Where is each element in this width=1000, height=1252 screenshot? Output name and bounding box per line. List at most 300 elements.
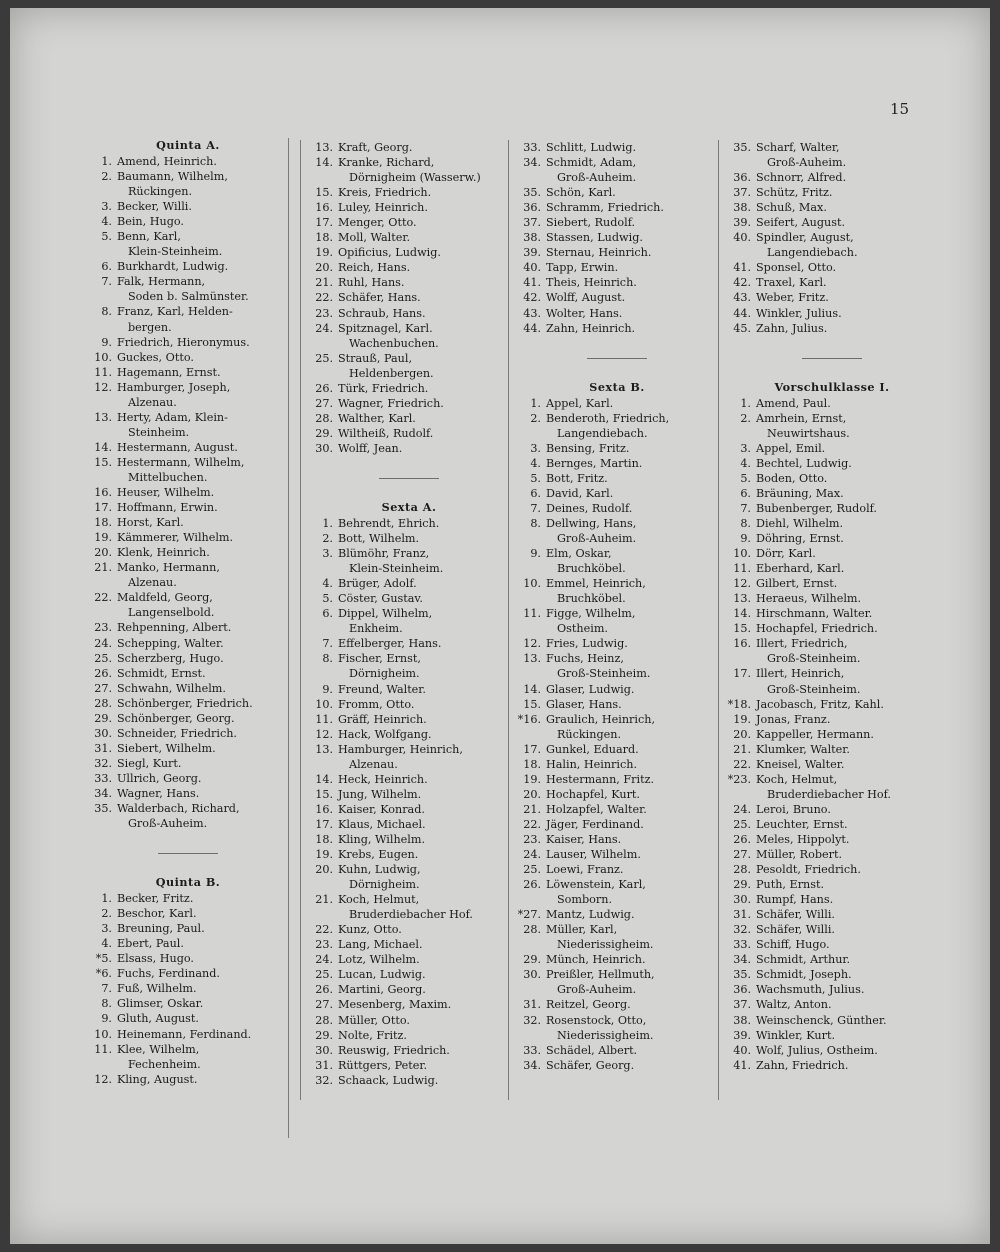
student-name: Kraft, Georg. bbox=[338, 141, 413, 154]
column-4 bbox=[718, 140, 937, 1100]
student-name: Kreis, Friedrich. bbox=[338, 186, 432, 200]
student-entry bbox=[309, 847, 509, 862]
student-entry bbox=[309, 997, 509, 1012]
entry-number: 2. bbox=[101, 907, 112, 921]
student-name: Benderoth, Friedrich, bbox=[546, 411, 670, 425]
column-2 bbox=[300, 140, 509, 1100]
entry-number: 4. bbox=[740, 456, 751, 470]
entry-number: 9. bbox=[530, 547, 541, 561]
student-name: Gräff, Heinrich. bbox=[338, 712, 427, 726]
student-name: Winkler, Kurt. bbox=[756, 1028, 836, 1042]
student-entry bbox=[517, 260, 717, 275]
student-entry bbox=[727, 832, 937, 847]
student-entry bbox=[517, 185, 717, 200]
student-entry bbox=[727, 817, 937, 832]
student-name: Tapp, Erwin. bbox=[546, 261, 619, 275]
student-name: Wagner, Friedrich. bbox=[338, 396, 444, 410]
student-entry bbox=[88, 304, 288, 319]
student-entry bbox=[727, 275, 937, 290]
student-name: Siebert, Rudolf. bbox=[546, 216, 636, 230]
entry-number: 33. bbox=[94, 771, 112, 785]
student-name: Holzapfel, Walter. bbox=[546, 802, 647, 816]
entry-number: 28. bbox=[315, 411, 333, 425]
student-name: Hochapfel, Friedrich. bbox=[756, 622, 878, 636]
entry-number: 28. bbox=[733, 863, 751, 877]
entry-number: 29. bbox=[733, 878, 751, 892]
student-name: Reitzel, Georg. bbox=[546, 998, 631, 1012]
student-name: Winkler, Julius. bbox=[756, 306, 842, 320]
student-name: Sternau, Heinrich. bbox=[546, 246, 652, 260]
student-name: Schmidt, Arthur. bbox=[756, 953, 851, 967]
entry-number: 7. bbox=[101, 982, 112, 996]
student-entry bbox=[727, 290, 937, 305]
student-entry bbox=[727, 185, 937, 200]
student-entry bbox=[517, 1013, 717, 1028]
student-name: Fries, Ludwig. bbox=[546, 637, 628, 651]
student-hometown: Rückingen. bbox=[128, 185, 193, 199]
student-name: Hoffmann, Erwin. bbox=[117, 501, 218, 515]
entry-number: 21. bbox=[523, 802, 541, 816]
student-entry bbox=[517, 802, 717, 817]
entry-number: 31. bbox=[315, 1058, 333, 1072]
student-name: Lauser, Wilhelm. bbox=[546, 848, 641, 862]
entry-number: 14. bbox=[315, 772, 333, 786]
entry-number: 13. bbox=[94, 410, 112, 424]
entry-number: 5. bbox=[530, 471, 541, 485]
entry-number: 17. bbox=[733, 667, 751, 681]
student-name: Emmel, Heinrich, bbox=[546, 577, 646, 591]
student-entry bbox=[309, 185, 509, 200]
entry-number: 25. bbox=[315, 351, 333, 365]
student-entry bbox=[727, 591, 937, 606]
student-hometown: Groß-Steinheim. bbox=[767, 682, 861, 696]
student-entry bbox=[309, 712, 509, 727]
student-hometown: Groß-Steinheim. bbox=[557, 667, 651, 681]
student-entry bbox=[309, 381, 509, 396]
student-entry bbox=[88, 1027, 288, 1042]
student-name: Friedrich, Hieronymus. bbox=[117, 335, 250, 349]
student-hometown: Heldenbergen. bbox=[349, 366, 434, 380]
student-hometown: Soden b. Salmünster. bbox=[128, 290, 249, 304]
entry-number: 17. bbox=[523, 742, 541, 756]
student-entry bbox=[309, 742, 509, 757]
student-entry bbox=[727, 1013, 937, 1028]
student-name: Fuß, Wilhelm. bbox=[117, 982, 197, 996]
student-entry bbox=[727, 321, 937, 336]
student-name: Glaser, Hans. bbox=[546, 697, 622, 711]
entry-number: 33. bbox=[523, 141, 541, 154]
entry-number: 19. bbox=[315, 246, 333, 260]
student-entry bbox=[727, 531, 937, 546]
student-entry bbox=[727, 907, 937, 922]
entry-number: 22. bbox=[315, 291, 333, 305]
entry-number: 21. bbox=[733, 742, 751, 756]
entry-number: 13. bbox=[315, 742, 333, 756]
student-entry bbox=[727, 606, 937, 621]
student-name: Burkhardt, Ludwig. bbox=[117, 260, 229, 274]
entry-number: *16. bbox=[517, 712, 541, 726]
entry-number: 20. bbox=[94, 546, 112, 560]
student-name: Wachsmuth, Julius. bbox=[756, 983, 865, 997]
student-entry bbox=[517, 787, 717, 802]
student-hometown: Wachenbuchen. bbox=[349, 336, 439, 350]
student-name: Bubenberger, Rudolf. bbox=[756, 501, 877, 515]
student-name: Jung, Wilhelm. bbox=[338, 787, 422, 801]
entry-number: 30. bbox=[733, 893, 751, 907]
student-name: Bechtel, Ludwig. bbox=[756, 456, 852, 470]
student-name: Kling, Wilhelm. bbox=[338, 832, 426, 846]
student-name: Pesoldt, Friedrich. bbox=[756, 863, 861, 877]
entry-number: 20. bbox=[315, 261, 333, 275]
entry-number: 30. bbox=[315, 1043, 333, 1057]
student-name: Rumpf, Hans. bbox=[756, 893, 834, 907]
entry-number: 16. bbox=[94, 486, 112, 500]
section-divider bbox=[727, 336, 937, 380]
entry-number: 30. bbox=[315, 441, 333, 455]
student-entry bbox=[517, 907, 717, 922]
student-entry bbox=[309, 697, 509, 712]
student-name: Schmidt, Joseph. bbox=[756, 968, 852, 982]
student-name: Traxel, Karl. bbox=[756, 276, 827, 290]
student-name: Schuß, Max. bbox=[756, 201, 827, 215]
student-name: Preißler, Hellmuth, bbox=[546, 968, 655, 982]
student-entry bbox=[517, 501, 717, 516]
student-name: Halin, Heinrich. bbox=[546, 757, 638, 771]
entry-number: *18. bbox=[727, 697, 751, 711]
entry-number: 11. bbox=[315, 712, 333, 726]
student-name: Fuchs, Heinz, bbox=[546, 652, 624, 666]
student-entry bbox=[727, 847, 937, 862]
student-entry bbox=[309, 802, 509, 817]
entry-number: 32. bbox=[315, 1073, 333, 1087]
entry-number: 14. bbox=[733, 607, 751, 621]
entry-number: 36. bbox=[733, 171, 751, 185]
student-name: Amend, Paul. bbox=[756, 396, 831, 410]
student-entry bbox=[309, 651, 509, 666]
student-hometown: Mittelbuchen. bbox=[128, 470, 208, 484]
student-name: Baumann, Wilhelm, bbox=[117, 170, 228, 184]
entry-number: 6. bbox=[322, 607, 333, 621]
entry-number: 14. bbox=[94, 440, 112, 454]
student-name: Müller, Karl, bbox=[546, 923, 618, 937]
student-entry bbox=[727, 742, 937, 757]
entry-number: 16. bbox=[315, 201, 333, 215]
student-entry bbox=[88, 696, 288, 711]
entry-number: 7. bbox=[101, 275, 112, 289]
student-entry bbox=[517, 140, 717, 155]
student-entry bbox=[727, 877, 937, 892]
entry-number: 38. bbox=[733, 1013, 751, 1027]
entry-number: 20. bbox=[523, 787, 541, 801]
entry-number: 18. bbox=[523, 757, 541, 771]
entry-number: 8. bbox=[322, 652, 333, 666]
student-name: Theis, Heinrich. bbox=[546, 276, 637, 290]
entry-number: 11. bbox=[94, 1042, 112, 1056]
student-hometown: Groß-Auheim. bbox=[557, 532, 637, 546]
entry-number: 32. bbox=[733, 923, 751, 937]
student-name: Schäfer, Willi. bbox=[756, 923, 835, 937]
entry-number: 25. bbox=[315, 968, 333, 982]
student-name: Kunz, Otto. bbox=[338, 923, 402, 937]
student-name: Schäfer, Hans. bbox=[338, 291, 421, 305]
entry-number: 3. bbox=[101, 200, 112, 214]
student-name: Seifert, August. bbox=[756, 216, 846, 230]
student-entry bbox=[727, 396, 937, 411]
student-entry bbox=[517, 832, 717, 847]
student-name: Freund, Walter. bbox=[338, 682, 426, 696]
entry-number: 8. bbox=[530, 516, 541, 530]
entry-number: *27. bbox=[517, 908, 541, 922]
entry-number: *6. bbox=[95, 967, 112, 981]
student-entry bbox=[88, 891, 288, 906]
entry-number: 16. bbox=[733, 637, 751, 651]
student-entry bbox=[309, 215, 509, 230]
student-hometown: bergen. bbox=[128, 320, 172, 334]
entry-number: 7. bbox=[322, 637, 333, 651]
student-name: Rosenstock, Otto, bbox=[546, 1013, 647, 1027]
student-entry bbox=[309, 1028, 509, 1043]
student-name: Falk, Hermann, bbox=[117, 275, 206, 289]
student-entry bbox=[88, 365, 288, 380]
entry-number: 5. bbox=[101, 230, 112, 244]
student-entry bbox=[727, 516, 937, 531]
entry-number: 7. bbox=[740, 501, 751, 515]
entry-number: 9. bbox=[101, 335, 112, 349]
student-entry bbox=[727, 952, 937, 967]
student-entry bbox=[309, 245, 509, 260]
student-entry bbox=[309, 531, 509, 546]
student-name: Jäger, Ferdinand. bbox=[546, 817, 644, 831]
student-name: Maldfeld, Georg, bbox=[117, 591, 213, 605]
entry-number: 22. bbox=[315, 923, 333, 937]
entry-number: 35. bbox=[733, 968, 751, 982]
student-entry bbox=[88, 259, 288, 274]
student-name: Weber, Fritz. bbox=[756, 291, 829, 305]
student-name: Wolff, August. bbox=[546, 291, 626, 305]
entry-number: 1. bbox=[101, 892, 112, 906]
student-name: Zahn, Friedrich. bbox=[756, 1058, 849, 1072]
student-name: Spindler, August, bbox=[756, 231, 854, 245]
student-name: Türk, Friedrich. bbox=[338, 381, 429, 395]
student-name: Schäfer, Willi. bbox=[756, 908, 835, 922]
student-entry bbox=[88, 756, 288, 771]
student-hometown: Dörnigheim. bbox=[349, 667, 420, 681]
column-1 bbox=[88, 138, 289, 1138]
student-entry bbox=[88, 590, 288, 605]
student-name: Rüttgers, Peter. bbox=[338, 1058, 428, 1072]
student-entry bbox=[309, 290, 509, 305]
entry-number: 13. bbox=[315, 141, 333, 154]
entry-number: 34. bbox=[523, 1058, 541, 1072]
student-name: Figge, Wilhelm, bbox=[546, 607, 636, 621]
student-entry bbox=[88, 154, 288, 169]
student-name: Klumker, Walter. bbox=[756, 742, 850, 756]
entry-number: 32. bbox=[523, 1013, 541, 1027]
student-name: Guckes, Otto. bbox=[117, 350, 194, 364]
student-name: Koch, Helmut, bbox=[756, 772, 838, 786]
entry-number: 40. bbox=[523, 261, 541, 275]
student-hometown: Langenselbold. bbox=[128, 606, 215, 620]
student-name: Meles, Hippolyt. bbox=[756, 832, 850, 846]
student-name: Fuchs, Ferdinand. bbox=[117, 967, 220, 981]
entry-number: 20. bbox=[315, 863, 333, 877]
entry-number: 27. bbox=[733, 848, 751, 862]
entry-number: 43. bbox=[733, 291, 751, 305]
student-entry bbox=[88, 981, 288, 996]
entry-number: 15. bbox=[733, 622, 751, 636]
student-name: Schmidt, Ernst. bbox=[117, 666, 206, 680]
student-entry bbox=[517, 742, 717, 757]
student-name: Schwahn, Wilhelm. bbox=[117, 681, 226, 695]
student-entry bbox=[88, 636, 288, 651]
student-name: Boden, Otto. bbox=[756, 471, 828, 485]
entry-number: 27. bbox=[315, 998, 333, 1012]
student-name: Bein, Hugo. bbox=[117, 215, 184, 229]
entry-number: 2. bbox=[740, 411, 751, 425]
student-hometown: Steinheim. bbox=[128, 425, 190, 439]
student-entry bbox=[309, 546, 509, 561]
student-name: Bott, Wilhelm. bbox=[338, 532, 420, 546]
student-name: Ebert, Paul. bbox=[117, 937, 184, 951]
student-name: Schramm, Friedrich. bbox=[546, 201, 664, 215]
student-name: Heuser, Wilhelm. bbox=[117, 486, 215, 500]
entry-number: 12. bbox=[733, 577, 751, 591]
student-name: Martini, Georg. bbox=[338, 983, 426, 997]
student-entry bbox=[517, 862, 717, 877]
entry-number: 20. bbox=[733, 727, 751, 741]
student-name: Herty, Adam, Klein- bbox=[117, 410, 228, 424]
entry-number: 3. bbox=[101, 922, 112, 936]
student-name: Reuswig, Friedrich. bbox=[338, 1043, 450, 1057]
student-entry bbox=[727, 215, 937, 230]
student-name: Beschor, Karl. bbox=[117, 907, 197, 921]
entry-number: 10. bbox=[94, 1027, 112, 1041]
student-name: Sponsel, Otto. bbox=[756, 261, 837, 275]
student-name: Becker, Willi. bbox=[117, 200, 192, 214]
student-entry bbox=[517, 411, 717, 426]
student-name: Breuning, Paul. bbox=[117, 922, 205, 936]
student-name: David, Karl. bbox=[546, 486, 614, 500]
entry-number: 17. bbox=[315, 817, 333, 831]
student-entry bbox=[309, 636, 509, 651]
student-name: Bernges, Martin. bbox=[546, 456, 643, 470]
entry-number: 42. bbox=[523, 291, 541, 305]
student-entry bbox=[88, 726, 288, 741]
student-entry bbox=[88, 515, 288, 530]
student-hometown: Somborn. bbox=[557, 893, 613, 907]
student-entry bbox=[309, 1058, 509, 1073]
student-entry bbox=[309, 817, 509, 832]
student-entry bbox=[517, 757, 717, 772]
student-entry bbox=[517, 967, 717, 982]
entry-number: 4. bbox=[530, 456, 541, 470]
student-entry bbox=[727, 260, 937, 275]
entry-number: 30. bbox=[94, 726, 112, 740]
student-entry bbox=[88, 620, 288, 635]
entry-number: 44. bbox=[523, 321, 541, 335]
student-entry bbox=[517, 290, 717, 305]
student-entry bbox=[517, 275, 717, 290]
entry-number: 41. bbox=[733, 1058, 751, 1072]
entry-number: 32. bbox=[94, 756, 112, 770]
student-hometown: Alzenau. bbox=[128, 576, 177, 590]
student-entry bbox=[309, 922, 509, 937]
student-name: Müller, Otto. bbox=[338, 1013, 410, 1027]
student-name: Stassen, Ludwig. bbox=[546, 231, 643, 245]
entry-number: 44. bbox=[733, 306, 751, 320]
student-name: Gluth, August. bbox=[117, 1012, 199, 1026]
divider-line bbox=[802, 358, 862, 359]
student-entry bbox=[88, 440, 288, 455]
student-entry bbox=[727, 170, 937, 185]
student-entry bbox=[309, 351, 509, 366]
student-entry bbox=[88, 681, 288, 696]
student-name: Hagemann, Ernst. bbox=[117, 365, 221, 379]
entry-number: 21. bbox=[315, 276, 333, 290]
student-name: Kämmerer, Wilhelm. bbox=[117, 531, 234, 545]
student-name: Schütz, Fritz. bbox=[756, 186, 833, 200]
student-entry bbox=[88, 906, 288, 921]
student-hometown: Bruchköbel. bbox=[557, 562, 626, 576]
entry-number: 24. bbox=[733, 802, 751, 816]
student-entry bbox=[727, 306, 937, 321]
student-name: Schmidt, Adam, bbox=[546, 156, 637, 170]
student-name: Schraub, Hans. bbox=[338, 306, 426, 320]
student-name: Siebert, Wilhelm. bbox=[117, 741, 216, 755]
student-hometown: Enkheim. bbox=[349, 622, 403, 636]
entry-number: 41. bbox=[733, 261, 751, 275]
student-name: Strauß, Paul, bbox=[338, 351, 413, 365]
student-name: Deines, Rudolf. bbox=[546, 501, 633, 515]
class-title: Vorschulklasse I. bbox=[774, 379, 890, 394]
entry-number: 40. bbox=[733, 231, 751, 245]
student-name: Hestermann, August. bbox=[117, 440, 238, 454]
entry-number: 28. bbox=[523, 923, 541, 937]
entry-number: 37. bbox=[733, 998, 751, 1012]
student-name: Fromm, Otto. bbox=[338, 697, 415, 711]
student-entry bbox=[517, 441, 717, 456]
student-entry bbox=[517, 682, 717, 697]
student-name: Glimser, Oskar. bbox=[117, 997, 204, 1011]
student-name: Scherzberg, Hugo. bbox=[117, 651, 224, 665]
student-name: Hamburger, Joseph, bbox=[117, 380, 231, 394]
student-entry bbox=[727, 967, 937, 982]
student-name: Behrendt, Ehrich. bbox=[338, 516, 440, 530]
student-entry bbox=[88, 214, 288, 229]
student-name: Elm, Oskar, bbox=[546, 547, 612, 561]
student-name: Heinemann, Ferdinand. bbox=[117, 1027, 252, 1041]
entry-number: 22. bbox=[733, 757, 751, 771]
student-name: Ullrich, Georg. bbox=[117, 771, 202, 785]
student-entry bbox=[309, 306, 509, 321]
entry-number: 29. bbox=[315, 1028, 333, 1042]
student-name: Zahn, Heinrich. bbox=[546, 321, 636, 335]
student-name: Wiltheiß, Rudolf. bbox=[338, 426, 434, 440]
student-entry bbox=[517, 471, 717, 486]
student-entry bbox=[88, 651, 288, 666]
entry-number: 27. bbox=[315, 396, 333, 410]
student-entry bbox=[517, 155, 717, 170]
student-name: Cöster, Gustav. bbox=[338, 592, 423, 606]
student-name: Hirschmann, Walter. bbox=[756, 607, 873, 621]
student-entry bbox=[727, 666, 937, 681]
student-hometown: Niederissigheim. bbox=[557, 1028, 654, 1042]
student-entry bbox=[727, 411, 937, 426]
student-hometown: Groß-Auheim. bbox=[557, 983, 637, 997]
entry-number: 31. bbox=[523, 998, 541, 1012]
student-entry bbox=[88, 530, 288, 545]
student-entry bbox=[309, 1043, 509, 1058]
